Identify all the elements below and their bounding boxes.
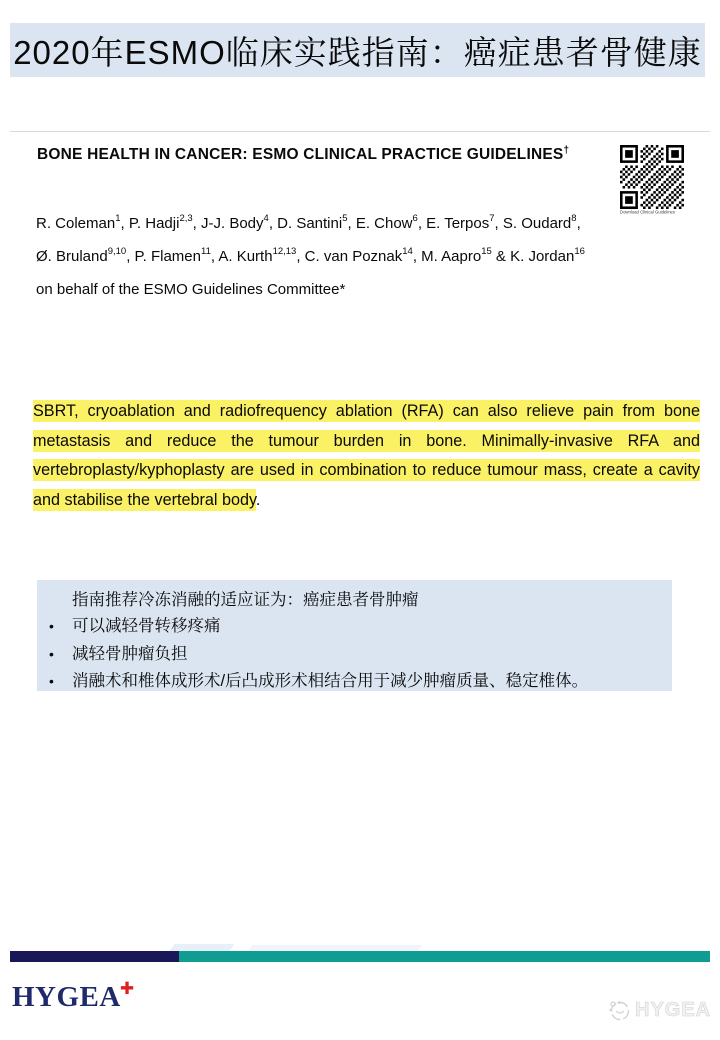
author-list: [36, 207, 686, 306]
author-line-2: Ø. Bruland$^{9,10}$, P. Flamen$^{11}$, A. Kurth$^{12,13}$, C. van Poznak$^{14}$, M. Aapro$^{15}$ & K. Jordan$^{16}$: [36, 246, 585, 265]
paper-title: [37, 146, 607, 164]
list-item: [37, 641, 664, 669]
header-divider: [10, 131, 710, 132]
list-item-text: 减轻骨肿瘤负担: [72, 644, 188, 663]
hygea-logo: [12, 981, 136, 1014]
list-item-text: 消融术和椎体成形术/后凸成形术相结合用于减少肿瘤质量、稳定椎体。: [72, 672, 589, 690]
recommendation-box: [37, 580, 672, 691]
paper-title-text: BONE HEALTH IN CANCER: ESMO CLINICAL PRACTICE GUIDELINES: [37, 146, 564, 163]
footer-swoosh-decoration: [170, 944, 235, 951]
paper-title-dagger: †: [563, 144, 570, 156]
watermark-text: HYGEA: [635, 998, 712, 1021]
qr-code-image: [620, 145, 684, 209]
slide-title-banner: [10, 23, 705, 77]
footer-bar-navy: [10, 951, 179, 962]
list-item-text: 可以减轻骨转移疼痛: [72, 617, 221, 635]
bullet-icon: •: [49, 673, 54, 689]
watermark: [607, 998, 711, 1022]
footer-bar-teal: [179, 951, 710, 962]
qr-caption: Download Clinical Guidelines: [620, 210, 676, 216]
bullet-icon: •: [49, 618, 54, 634]
hygea-logo-text: HYGEA: [12, 981, 121, 1013]
recommendation-intro: 指南推荐冷冻消融的适应证为：癌症患者骨肿瘤: [72, 591, 419, 609]
slide-title: 2020年ESMO临床实践指南：癌症患者骨健康: [13, 33, 702, 71]
watermark-panda-icon: [607, 998, 631, 1022]
excerpt-highlighted-text: SBRT, cryoablation and radiofrequency ablation (RFA) can also relieve pain from bone metastasis and reduce the tumour burden in bone. Minimally-invasive RFA and vertebroplasty/kyphoplasty are used in combination to reduce tumour mass, create a cavity and stabilise the vertebral body: [33, 402, 700, 509]
highlighted-excerpt: [33, 397, 700, 515]
author-line-3: on behalf of the ESMO Guidelines Committee*: [36, 281, 346, 298]
excerpt-tail: .: [255, 490, 261, 509]
red-cross-icon: ✚: [119, 979, 135, 999]
bullet-icon: •: [49, 645, 54, 662]
author-line-1: R. Coleman$^1$, P. Hadji$^{2,3}$, J-J. Body$^4$, D. Santini$^5$, E. Chow$^6$, E. Terpos$^7$, S. Oudard$^8$,: [36, 213, 581, 232]
list-item: [37, 613, 664, 641]
qr-code: [620, 145, 686, 216]
list-item: [37, 668, 664, 696]
recommendation-list: [37, 613, 664, 696]
